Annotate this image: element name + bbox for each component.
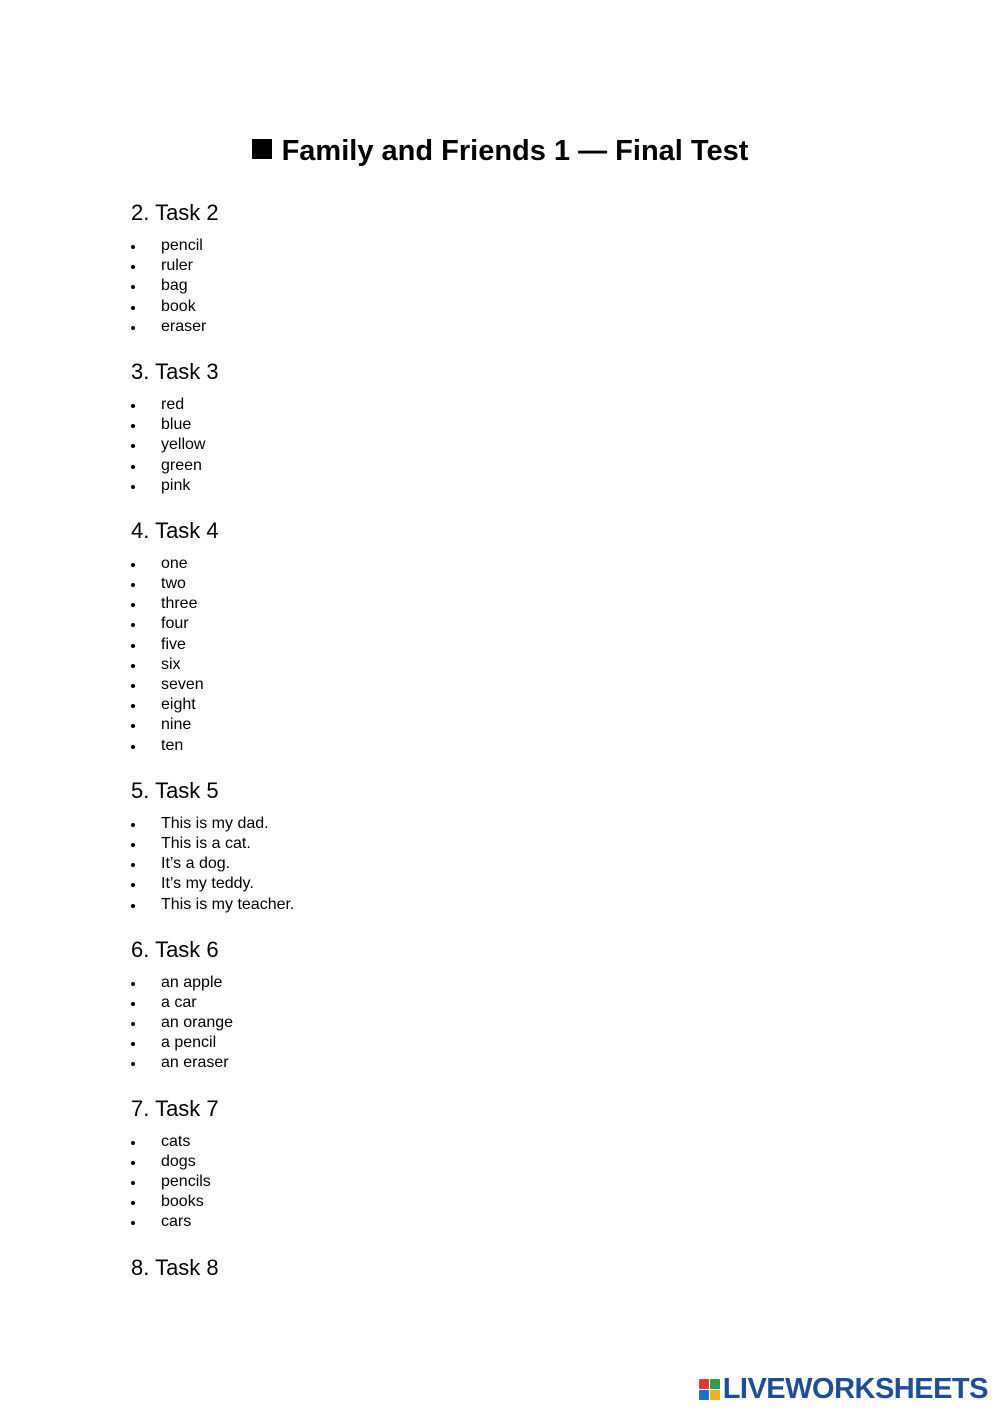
list-item xyxy=(131,1172,891,1192)
list-item xyxy=(131,834,891,854)
list-item xyxy=(131,476,891,496)
list-item-text: pink xyxy=(161,476,191,494)
list-item-text: pencil xyxy=(161,237,203,254)
logo-square-yellow xyxy=(710,1390,720,1400)
list-item xyxy=(131,415,891,435)
list-item xyxy=(131,435,891,455)
list-item-text: bag xyxy=(161,277,188,295)
list-item-text: cats xyxy=(161,1132,191,1150)
page-title xyxy=(0,132,1000,170)
task-section xyxy=(131,1253,891,1283)
bullet-icon xyxy=(131,404,135,408)
task-list xyxy=(131,1132,891,1233)
list-item-text: an eraser xyxy=(161,1054,229,1072)
bullet-icon xyxy=(131,843,135,847)
list-item-text: book xyxy=(161,297,196,315)
bullet-icon xyxy=(131,1062,135,1066)
task-section xyxy=(131,935,891,1074)
list-item-text: six xyxy=(161,655,181,673)
list-item-text: three xyxy=(161,595,198,613)
logo-square-green xyxy=(710,1379,720,1389)
list-item-text: dogs xyxy=(161,1152,196,1170)
bullet-icon xyxy=(131,664,135,668)
list-item-text: five xyxy=(161,635,186,653)
list-item-text: yellow xyxy=(161,436,206,454)
bullet-icon xyxy=(131,644,135,648)
list-item-text: pencils xyxy=(161,1173,211,1190)
list-item xyxy=(131,675,891,695)
list-item xyxy=(131,236,891,256)
bullet-icon xyxy=(131,623,135,627)
list-item xyxy=(131,1013,891,1033)
bullet-icon xyxy=(131,684,135,688)
task-heading: 5. Task 5 xyxy=(131,777,219,803)
square-bullet-icon xyxy=(252,139,272,159)
list-item xyxy=(131,655,891,675)
list-item xyxy=(131,715,891,735)
list-item-text: nine xyxy=(161,716,192,734)
list-item xyxy=(131,1212,891,1232)
task-list xyxy=(131,395,891,496)
list-item xyxy=(131,1192,891,1212)
task-list xyxy=(131,973,891,1074)
task-section xyxy=(131,357,891,496)
list-item xyxy=(131,1152,891,1172)
list-item xyxy=(131,1033,891,1053)
worksheet-content xyxy=(131,198,891,1303)
list-item xyxy=(131,395,891,415)
list-item-text: one xyxy=(161,554,188,572)
bullet-icon xyxy=(131,1181,135,1185)
liveworksheets-logo-icon xyxy=(699,1379,720,1400)
task-section xyxy=(131,1094,891,1233)
task-list xyxy=(131,814,891,915)
bullet-icon xyxy=(131,265,135,269)
list-item xyxy=(131,874,891,894)
list-item-text: an apple xyxy=(161,973,223,991)
task-list xyxy=(131,554,891,756)
liveworksheets-brand xyxy=(699,1372,988,1406)
bullet-icon xyxy=(131,1141,135,1145)
bullet-icon xyxy=(131,982,135,986)
bullet-icon xyxy=(131,863,135,867)
list-item-text: four xyxy=(161,615,189,633)
bullet-icon xyxy=(131,285,135,289)
list-item-text: This is my teacher. xyxy=(161,895,295,913)
list-item-text: ten xyxy=(161,736,184,754)
bullet-icon xyxy=(131,1002,135,1006)
list-item xyxy=(131,814,891,834)
list-item-text: seven xyxy=(161,676,204,693)
list-item-text: It’s a dog. xyxy=(161,855,231,873)
list-item-text: eraser xyxy=(161,317,207,335)
logo-square-red xyxy=(699,1379,709,1389)
bullet-icon xyxy=(131,603,135,607)
bullet-icon xyxy=(131,724,135,728)
list-item xyxy=(131,1053,891,1073)
bullet-icon xyxy=(131,745,135,749)
task-section xyxy=(131,776,891,915)
list-item-text: two xyxy=(161,575,186,593)
bullet-icon xyxy=(131,583,135,587)
list-item xyxy=(131,554,891,574)
bullet-icon xyxy=(131,1042,135,1046)
task-heading: 6. Task 6 xyxy=(131,936,219,962)
list-item-text: cars xyxy=(161,1213,192,1231)
task-heading: 2. Task 2 xyxy=(131,200,219,225)
bullet-icon xyxy=(131,904,135,908)
list-item-text: red xyxy=(161,395,185,413)
list-item-text: a pencil xyxy=(161,1034,217,1052)
bullet-icon xyxy=(131,883,135,887)
list-item xyxy=(131,635,891,655)
bullet-icon xyxy=(131,424,135,428)
list-item-text: an orange xyxy=(161,1014,234,1032)
brand-text: LIVEWORKSHEETS xyxy=(722,1372,988,1405)
list-item xyxy=(131,594,891,614)
list-item-text: This is my dad. xyxy=(161,814,269,832)
task-list xyxy=(131,236,891,337)
task-heading: 8. Task 8 xyxy=(131,1254,219,1280)
list-item xyxy=(131,1132,891,1152)
list-item-text: This is a cat. xyxy=(161,834,251,852)
list-item xyxy=(131,256,891,276)
list-item-text: eight xyxy=(161,696,196,714)
logo-square-blue xyxy=(699,1390,709,1400)
list-item xyxy=(131,973,891,993)
list-item-text: ruler xyxy=(161,257,194,275)
list-item xyxy=(131,736,891,756)
task-section xyxy=(131,198,891,337)
bullet-icon xyxy=(131,326,135,330)
bullet-icon xyxy=(131,1022,135,1026)
list-item xyxy=(131,614,891,634)
list-item xyxy=(131,695,891,715)
bullet-icon xyxy=(131,1201,135,1205)
task-heading: 3. Task 3 xyxy=(131,358,219,384)
list-item xyxy=(131,456,891,476)
list-item-text: a car xyxy=(161,993,197,1011)
list-item xyxy=(131,276,891,296)
bullet-icon xyxy=(131,306,135,310)
list-item-text: It’s my teddy. xyxy=(161,875,254,893)
bullet-icon xyxy=(131,465,135,469)
task-heading: 4. Task 4 xyxy=(131,517,219,543)
bullet-icon xyxy=(131,485,135,489)
bullet-icon xyxy=(131,245,135,249)
bullet-icon xyxy=(131,1221,135,1225)
list-item-text: blue xyxy=(161,416,192,434)
bullet-icon xyxy=(131,563,135,567)
bullet-icon xyxy=(131,1161,135,1165)
task-section xyxy=(131,516,891,756)
list-item xyxy=(131,317,891,337)
bullet-icon xyxy=(131,444,135,448)
list-item xyxy=(131,574,891,594)
page-title-text: Family and Friends 1 — Final Test xyxy=(281,135,749,167)
list-item xyxy=(131,854,891,874)
list-item-text: books xyxy=(161,1193,204,1211)
task-heading: 7. Task 7 xyxy=(131,1095,219,1121)
list-item-text: green xyxy=(161,456,202,474)
list-item xyxy=(131,895,891,915)
list-item xyxy=(131,297,891,317)
bullet-icon xyxy=(131,704,135,708)
list-item xyxy=(131,993,891,1013)
bullet-icon xyxy=(131,823,135,827)
